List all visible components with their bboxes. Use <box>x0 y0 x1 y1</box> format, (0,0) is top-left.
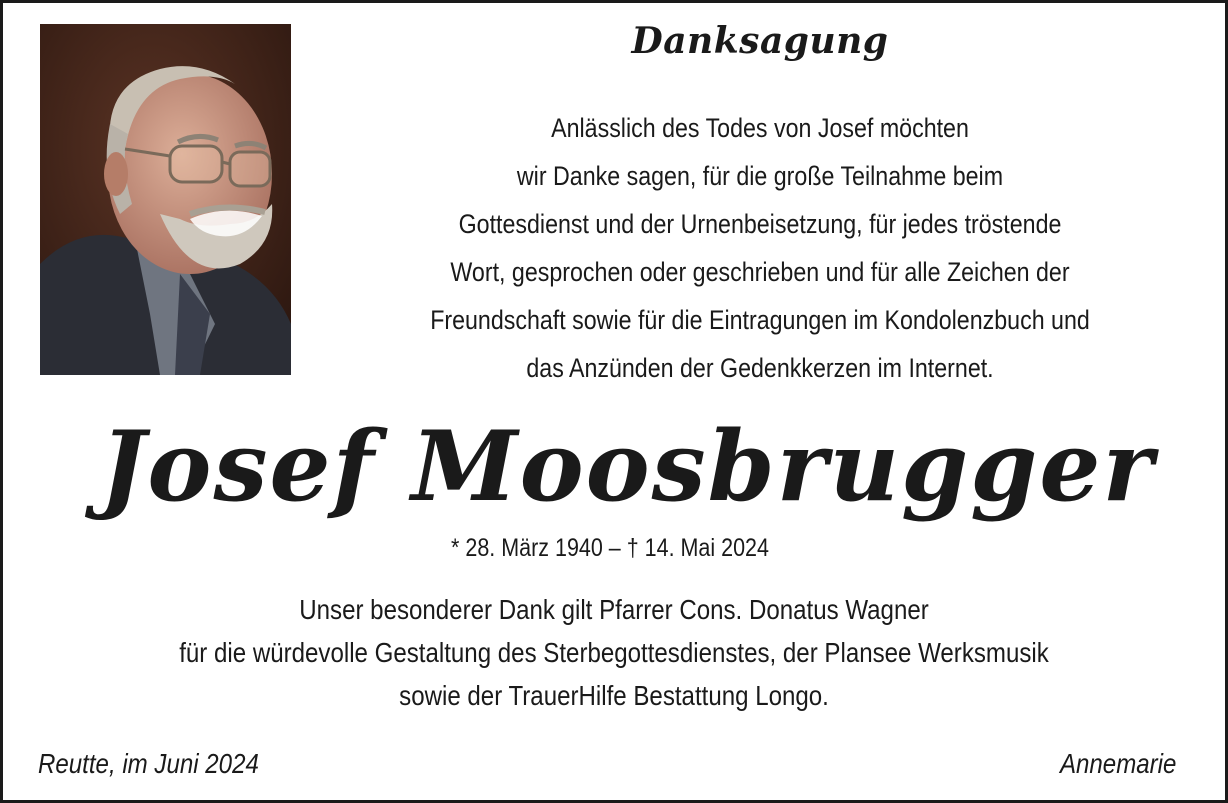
portrait-photo <box>40 24 291 375</box>
intro-line: Anlässlich des Todes von Josef möchten <box>551 113 969 143</box>
intro-line: wir Danke sagen, für die große Teilnahme beim <box>516 161 1004 191</box>
deceased-name: Josef Moosbrugger <box>100 410 1156 523</box>
signer-name: Annemarie <box>1059 748 1176 779</box>
notice-heading: Danksagung <box>631 20 889 62</box>
thanks-text <box>86 588 1142 717</box>
portrait-image <box>40 24 291 375</box>
place-date: Reutte, im Juni 2024 <box>38 748 259 779</box>
thanks-line: sowie der TrauerHilfe Bestattung Longo. <box>399 680 829 711</box>
intro-line: das Anzünden der Gedenkkerzen im Internet. <box>526 353 994 383</box>
intro-line: Wort, gesprochen oder geschrieben und für alle Zeichen der <box>450 257 1070 287</box>
thanks-line: Unser besonderer Dank gilt Pfarrer Cons. Donatus Wagner <box>299 594 929 625</box>
intro-text <box>364 104 1155 392</box>
life-dates: * 28. März 1940 – † 14. Mai 2024 <box>451 534 769 562</box>
thanks-line: für die würdevolle Gestaltung des Sterbegottesdienstes, der Plansee Werksmusik <box>179 637 1049 668</box>
intro-line: Gottesdienst und der Urnenbeisetzung, für jedes tröstende <box>458 209 1062 239</box>
intro-line: Freundschaft sowie für die Eintragungen im Kondolenzbuch und <box>430 305 1090 335</box>
